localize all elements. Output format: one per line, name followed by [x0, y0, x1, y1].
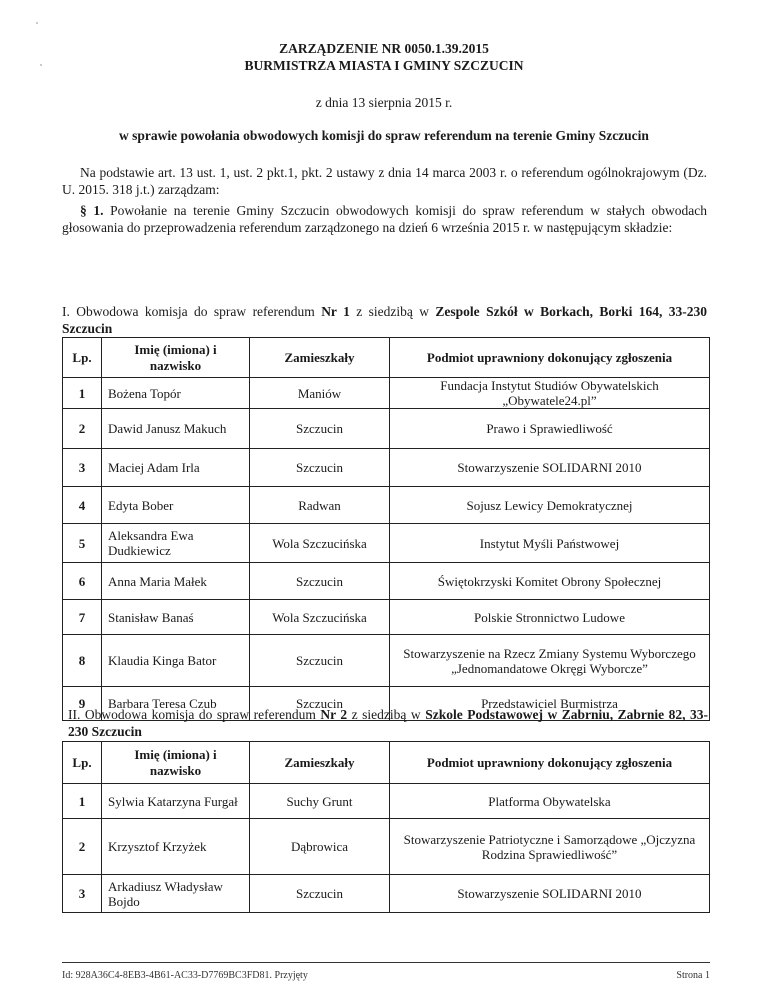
row-residence: Szczucin: [250, 635, 390, 687]
commission-2-place: Szkole Podstawowej w Zabrniu, Zabrnie 82, 33-230 Szczucin: [68, 707, 709, 739]
table-row: [63, 378, 710, 409]
commission-1-prefix: I. Obwodowa komisja do spraw referendum: [62, 304, 315, 319]
row-entity: Świętokrzyski Komitet Obrony Społecznej: [390, 563, 710, 600]
paragraph-1: [62, 202, 707, 236]
commission-1-number: Nr 1: [321, 304, 350, 319]
row-residence: Maniów: [250, 378, 390, 409]
table-row: [63, 600, 710, 635]
row-name: Klaudia Kinga Bator: [102, 635, 250, 687]
row-residence: Wola Szczucińska: [250, 524, 390, 563]
commission-2-number: Nr 2: [320, 707, 348, 722]
row-lp: 5: [63, 524, 102, 563]
row-name: Krzysztof Krzyżek: [102, 819, 250, 875]
table-row: [63, 449, 710, 487]
row-entity: Stowarzyszenie na Rzecz Zmiany Systemu Wyborczego „Jednomandatowe Okręgi Wyborcze”: [390, 635, 710, 687]
header-name: Imię (imiona) i nazwisko: [102, 338, 250, 378]
commission-1-mid: z siedzibą w: [356, 304, 430, 319]
commission-2-heading: [68, 706, 708, 740]
row-residence: Szczucin: [250, 409, 390, 449]
row-residence: Suchy Grunt: [250, 784, 390, 819]
paragraph-1-text: Powołanie na terenie Gminy Szczucin obwodowych komisji do spraw referendum w stałych obwodach głosowania do przeprowadzenia referendum zarządzonego na dzień 6 września 2015 r. w następującym składzie:: [62, 203, 708, 235]
row-residence: Szczucin: [250, 449, 390, 487]
row-lp: 8: [63, 635, 102, 687]
table-row: [63, 563, 710, 600]
row-name: Stanisław Banaś: [102, 600, 250, 635]
scan-speck: [36, 22, 38, 24]
header-lp: Lp.: [63, 338, 102, 378]
row-lp: 3: [63, 449, 102, 487]
footer-divider: [62, 962, 710, 963]
row-residence: Radwan: [250, 487, 390, 524]
table-row: [63, 819, 710, 875]
row-entity: Stowarzyszenie SOLIDARNI 2010: [390, 875, 710, 913]
commission-2-mid: z siedzibą w: [351, 707, 421, 722]
table-row: [63, 524, 710, 563]
table-row: [63, 875, 710, 913]
row-lp: 7: [63, 600, 102, 635]
row-residence: Szczucin: [250, 563, 390, 600]
row-lp: 3: [63, 875, 102, 913]
table-row: [63, 487, 710, 524]
legal-basis-paragraph: Na podstawie art. 13 ust. 1, ust. 2 pkt.1, pkt. 2 ustawy z dnia 14 marca 2003 r. o referendum ogólnokrajowym (Dz. U. 2015. 318 j.t.) zarządzam:: [62, 165, 707, 197]
footer-page-number: Strona 1: [676, 970, 710, 981]
row-name: Arkadiusz Władysław Bojdo: [102, 875, 250, 913]
document-title: ZARZĄDZENIE NR 0050.1.39.2015: [279, 41, 489, 56]
row-entity: Przedstawiciel Burmistrza: [390, 687, 710, 721]
row-residence: Szczucin: [250, 687, 390, 721]
row-lp: 4: [63, 487, 102, 524]
commission-2-prefix: II. Obwodowa komisja do spraw referendum: [68, 707, 316, 722]
commission-1-table: [62, 337, 710, 721]
row-name: Dawid Janusz Makuch: [102, 409, 250, 449]
commission-1-heading: [62, 303, 707, 337]
row-lp: 2: [63, 819, 102, 875]
footer-document-id: Id: 928A36C4-8EB3-4B61-AC33-D7769BC3FD81. Przyjęty: [62, 970, 308, 981]
row-name: Anna Maria Małek: [102, 563, 250, 600]
document-subject: w sprawie powołania obwodowych komisji do spraw referendum na terenie Gminy Szczucin: [119, 128, 649, 143]
paragraph-1-label: § 1.: [80, 203, 104, 218]
commission-1-place: Zespole Szkół w Borkach, Borki 164, 33-230 Szczucin: [62, 304, 708, 336]
row-entity: Stowarzyszenie Patriotyczne i Samorządowe „Ojczyzna Rodzina Sprawiedliwość”: [390, 819, 710, 875]
header-name: Imię (imiona) i nazwisko: [102, 742, 250, 784]
row-residence: Wola Szczucińska: [250, 600, 390, 635]
header-entity: Podmiot uprawniony dokonujący zgłoszenia: [390, 338, 710, 378]
table-header-row: [63, 338, 710, 378]
row-name: Bożena Topór: [102, 378, 250, 409]
row-name: Edyta Bober: [102, 487, 250, 524]
table-row: [63, 784, 710, 819]
header-entity: Podmiot uprawniony dokonujący zgłoszenia: [390, 742, 710, 784]
row-name: Barbara Teresa Czub: [102, 687, 250, 721]
row-entity: Fundacja Instytut Studiów Obywatelskich „Obywatele24.pl”: [390, 378, 710, 409]
table-header-row: [63, 742, 710, 784]
header-residence: Zamieszkały: [250, 338, 390, 378]
header-lp: Lp.: [63, 742, 102, 784]
commission-2-table: [62, 741, 710, 913]
row-entity: Stowarzyszenie SOLIDARNI 2010: [390, 449, 710, 487]
row-name: Maciej Adam Irla: [102, 449, 250, 487]
table-row: [63, 409, 710, 449]
row-lp: 2: [63, 409, 102, 449]
row-entity: Polskie Stronnictwo Ludowe: [390, 600, 710, 635]
row-entity: Platforma Obywatelska: [390, 784, 710, 819]
row-entity: Sojusz Lewicy Demokratycznej: [390, 487, 710, 524]
header-residence: Zamieszkały: [250, 742, 390, 784]
row-name: Aleksandra Ewa Dudkiewicz: [102, 524, 250, 563]
row-lp: 1: [63, 378, 102, 409]
row-residence: Szczucin: [250, 875, 390, 913]
row-entity: Prawo i Sprawiedliwość: [390, 409, 710, 449]
document-issuer: BURMISTRZA MIASTA I GMINY SZCZUCIN: [244, 58, 524, 73]
row-lp: 6: [63, 563, 102, 600]
row-lp: 1: [63, 784, 102, 819]
row-entity: Instytut Myśli Państwowej: [390, 524, 710, 563]
row-lp: 9: [63, 687, 102, 721]
table-row: [63, 635, 710, 687]
row-residence: Dąbrowica: [250, 819, 390, 875]
row-name: Sylwia Katarzyna Furgał: [102, 784, 250, 819]
document-date: z dnia 13 sierpnia 2015 r.: [315, 95, 453, 110]
